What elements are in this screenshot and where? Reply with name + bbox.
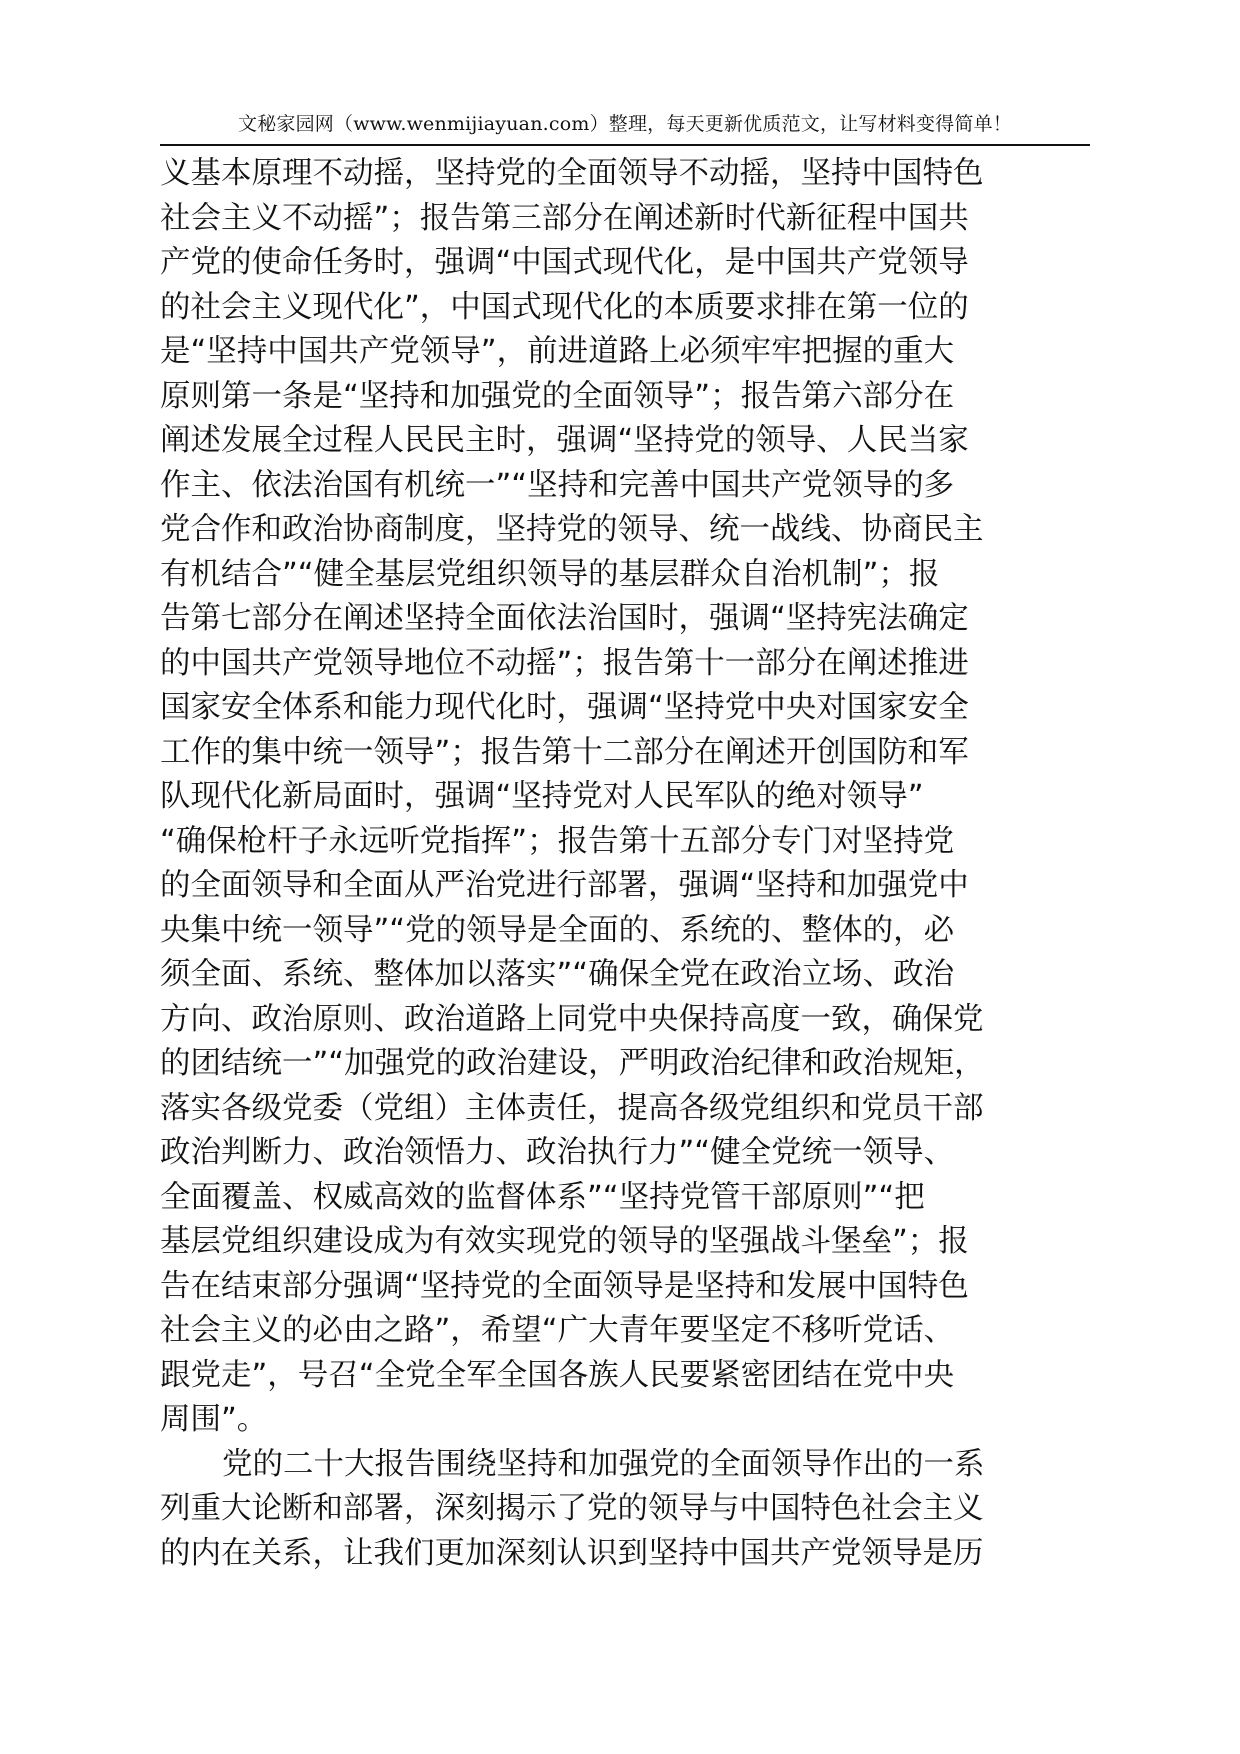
- page-header: 文秘家园网（www.wenmijiayuan.com）整理，每天更新优质范文，让写材料变得简单！: [238, 113, 1012, 135]
- text-line: 队现代化新局面时，强调“坚持党对人民军队的绝对领导”: [160, 779, 924, 814]
- text-line: 工作的集中统一领导”；报告第十二部分在阐述开创国防和军: [160, 734, 969, 770]
- text-line: 全面覆盖、权威高效的监督体系”“坚持党管干部原则”“把: [160, 1179, 925, 1215]
- text-line: 跟党走”，号召“全党全军全国各族人民要紧密团结在党中央: [160, 1357, 955, 1393]
- text-line: 的社会主义现代化”，中国式现代化的本质要求排在第一位的: [160, 289, 969, 325]
- text-line: 的全面领导和全面从严治党进行部署，强调“坚持和加强党中: [160, 868, 969, 903]
- text-line: 有机结合”“健全基层党组织领导的基层群众自治机制”；报: [160, 556, 940, 592]
- text-line: 国家安全体系和能力现代化时，强调“坚持党中央对国家安全: [160, 690, 969, 725]
- header-divider: [160, 144, 1090, 146]
- text-line: 的内在关系，让我们更加深刻认识到坚持中国共产党领导是历: [160, 1535, 984, 1571]
- text-line: 的中国共产党领导地位不动摇”；报告第十一部分在阐述推进: [160, 645, 969, 681]
- text-line: 原则第一条是“坚持和加强党的全面领导”；报告第六部分在: [160, 378, 955, 414]
- text-line: 党合作和政治协商制度，坚持党的领导、统一战线、协商民主: [160, 512, 984, 547]
- text-line: 告在结束部分强调“坚持党的全面领导是坚持和发展中国特色: [160, 1268, 969, 1304]
- text-line: 作主、依法治国有机统一”“坚持和完善中国共产党领导的多: [160, 467, 955, 503]
- body-text: [160, 152, 1100, 1576]
- text-line: 政治判断力、政治领悟力、政治执行力”“健全党统一领导、: [160, 1135, 955, 1170]
- text-line: 的团结统一”“加强党的政治建设，严明政治纪律和政治规矩，: [160, 1046, 985, 1081]
- text-line: 社会主义的必由之路”，希望“广大青年要坚定不移听党话、: [160, 1313, 955, 1348]
- paragraph-first-line: 党的二十大报告围绕坚持和加强党的全面领导作出的一系: [222, 1446, 985, 1482]
- text-line: 须全面、系统、整体加以落实”“确保全党在政治立场、政治: [160, 957, 955, 992]
- text-line: 产党的使命任务时，强调“中国式现代化，是中国共产党领导: [160, 245, 969, 280]
- text-line: 列重大论断和部署，深刻揭示了党的领导与中国特色社会主义: [160, 1491, 984, 1526]
- text-line: 基层党组织建设成为有效实现党的领导的坚强战斗堡垒”；报: [160, 1224, 969, 1259]
- text-line: 方向、政治原则、政治道路上同党中央保持高度一致，确保党: [160, 1001, 984, 1037]
- text-line: 告第七部分在阐述坚持全面依法治国时，强调“坚持宪法确定: [160, 601, 969, 636]
- text-line: 央集中统一领导”“党的领导是全面的、系统的、整体的，必: [160, 912, 955, 948]
- text-line: 落实各级党委（党组）主体责任，提高各级党组织和党员干部: [160, 1090, 984, 1126]
- text-line: 是“坚持中国共产党领导”，前进道路上必须牢牢把握的重大: [160, 334, 955, 369]
- text-line: 义基本原理不动摇，坚持党的全面领导不动摇，坚持中国特色: [160, 156, 984, 191]
- text-line: 阐述发展全过程人民民主时，强调“坚持党的领导、人民当家: [160, 423, 969, 458]
- text-line: “确保枪杆子永远听党指挥”；报告第十五部分专门对坚持党: [160, 823, 955, 859]
- text-line: 社会主义不动摇”；报告第三部分在阐述新时代新征程中国共: [160, 200, 969, 236]
- text-line: 周围”。: [160, 1402, 268, 1437]
